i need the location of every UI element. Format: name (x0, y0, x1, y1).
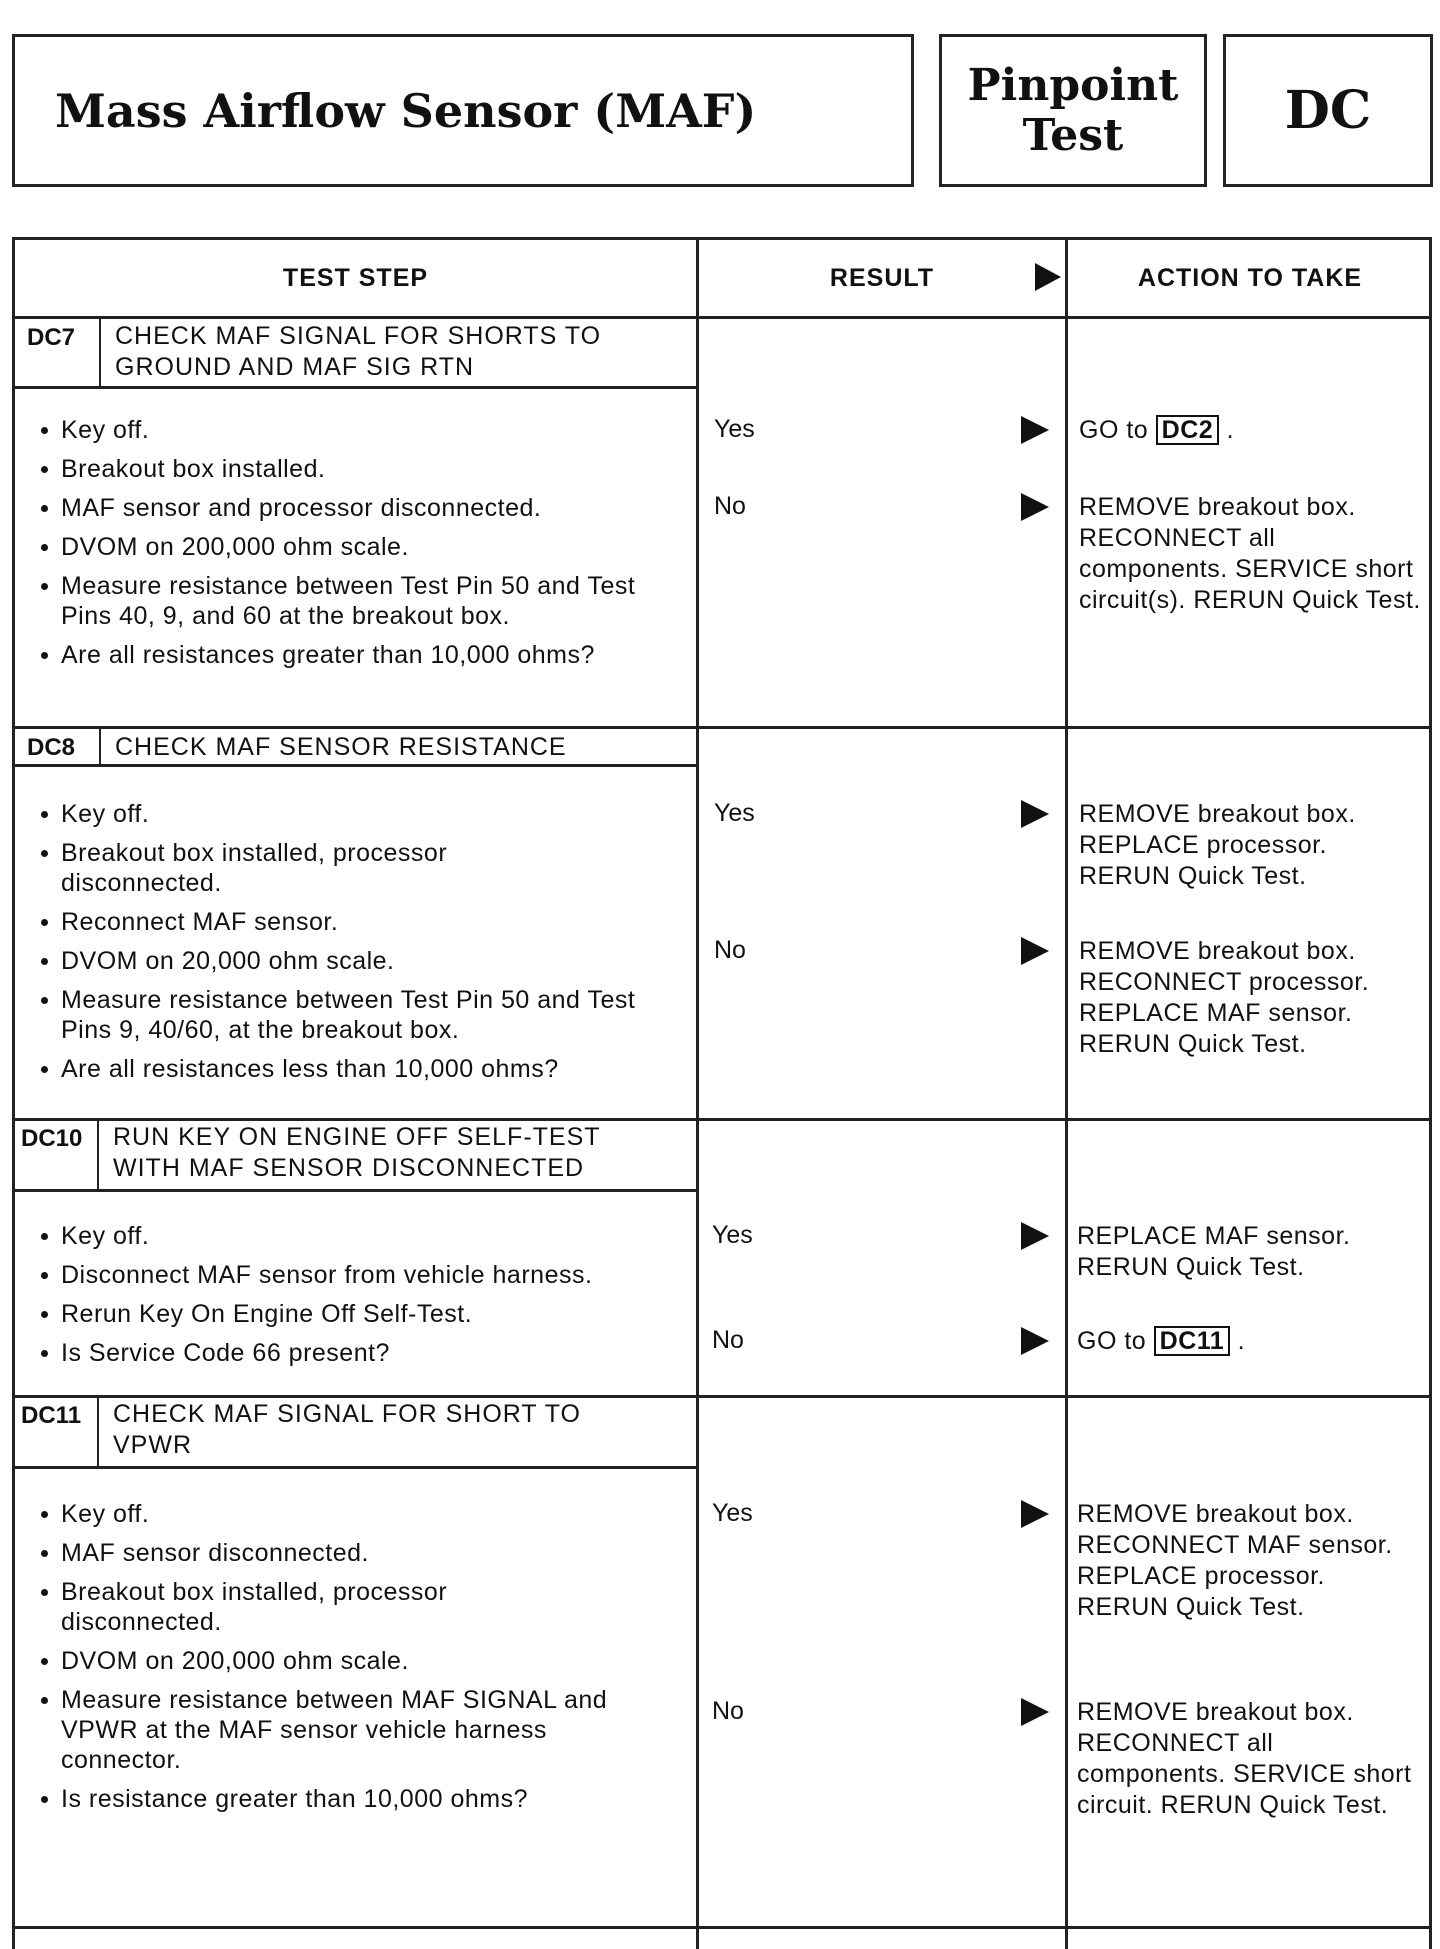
column-header-action: ACTION TO TAKE (1137, 263, 1363, 292)
step-title-line: CHECK MAF SENSOR RESISTANCE (115, 733, 567, 761)
arrow-icon (1021, 800, 1049, 828)
column-header-test-step: TEST STEP (282, 263, 429, 292)
arrow-icon (1021, 937, 1049, 965)
goto-step-link[interactable]: DC2 (1156, 415, 1220, 445)
step-id: DC10 (21, 1125, 83, 1152)
action-yes (1079, 415, 1424, 446)
arrow-icon (1021, 1222, 1049, 1250)
instruction-item: Are all resistances less than 10,000 ohms? (37, 1054, 687, 1084)
step-title-rule (15, 1189, 696, 1192)
step-rule (15, 1118, 1432, 1121)
instruction-item: Are all resistances greater than 10,000 ohms? (37, 640, 621, 670)
action-text: . (1237, 1327, 1246, 1355)
instruction-item: Is resistance greater than 10,000 ohms? (37, 1784, 687, 1814)
result-yes: Yes (714, 799, 755, 827)
step-id: DC8 (27, 734, 76, 761)
step-title-line: GROUND AND MAF SIG RTN (115, 353, 475, 381)
step-title (115, 732, 567, 763)
table-bottom-rule (15, 1926, 1432, 1929)
step-title-line: WITH MAF SENSOR DISCONNECTED (113, 1154, 585, 1182)
step-title-line: VPWR (113, 1431, 192, 1459)
action-no (1077, 1326, 1422, 1357)
instruction-item: Breakout box installed. (37, 454, 687, 484)
instruction-item: Measure resistance between Test Pin 50 and Test Pins 40, 9, and 60 at the breakout box. (37, 571, 671, 631)
pinpoint-line-1: Pinpoint (967, 59, 1179, 111)
step-title-rule (15, 386, 696, 389)
step-id: DC11 (21, 1402, 82, 1429)
instruction-item: Key off. (37, 415, 687, 445)
action-yes: REPLACE MAF sensor. RERUN Quick Test. (1077, 1222, 1351, 1281)
instruction-item: Key off. (37, 799, 687, 829)
step-title-rule (15, 1466, 696, 1469)
step-instructions (37, 1499, 687, 1823)
result-no: No (712, 1326, 744, 1354)
step-id-divider (97, 1118, 99, 1192)
action-text: GO to (1077, 1327, 1147, 1355)
goto-step-link[interactable]: DC11 (1154, 1326, 1231, 1356)
action-no: REMOVE breakout box. RECONNECT all components. SERVICE short circuit(s). RERUN Quick Test. (1079, 493, 1421, 614)
column-divider (1065, 240, 1068, 1949)
instruction-item: Key off. (37, 1499, 687, 1529)
arrow-icon (1021, 493, 1049, 521)
step-title-line: RUN KEY ON ENGINE OFF SELF-TEST (113, 1123, 601, 1151)
action-yes: REMOVE breakout box. REPLACE processor. RERUN Quick Test. (1079, 800, 1356, 890)
header-arrow-icon (1035, 263, 1061, 291)
action-text: GO to (1079, 416, 1149, 444)
column-divider (696, 240, 699, 1949)
step-id-divider (97, 1395, 99, 1469)
instruction-item: Breakout box installed, processor disconnected. (37, 838, 501, 898)
step-id-divider (99, 726, 101, 767)
instruction-item: Rerun Key On Engine Off Self-Test. (37, 1299, 687, 1329)
pinpoint-test-label (939, 34, 1207, 187)
step-rule (15, 1395, 1432, 1398)
result-yes: Yes (712, 1221, 753, 1249)
arrow-icon (1021, 1500, 1049, 1528)
step-title-line: CHECK MAF SIGNAL FOR SHORT TO (113, 1400, 581, 1428)
step-title-rule (15, 764, 696, 767)
result-yes: Yes (712, 1499, 753, 1527)
result-no: No (712, 1697, 744, 1725)
step-id: DC7 (27, 324, 76, 351)
instruction-item: Measure resistance between Test Pin 50 and Test Pins 9, 40/60, at the breakout box. (37, 985, 671, 1045)
instruction-item: DVOM on 200,000 ohm scale. (37, 532, 687, 562)
step-title (113, 1399, 581, 1461)
column-header-result: RESULT (829, 263, 935, 292)
arrow-icon (1021, 1698, 1049, 1726)
step-id-divider (99, 316, 101, 389)
instruction-item: Reconnect MAF sensor. (37, 907, 687, 937)
pinpoint-test-table (12, 237, 1432, 1949)
instruction-item: Is Service Code 66 present? (37, 1338, 687, 1368)
arrow-icon (1021, 416, 1049, 444)
result-yes: Yes (714, 415, 755, 443)
action-yes: REMOVE breakout box. RECONNECT MAF sensor. REPLACE processor. RERUN Quick Test. (1077, 1500, 1393, 1621)
step-rule (15, 726, 1432, 729)
step-instructions (37, 415, 687, 679)
instruction-item: DVOM on 200,000 ohm scale. (37, 1646, 687, 1676)
step-title (113, 1122, 601, 1184)
instruction-item: MAF sensor disconnected. (37, 1538, 687, 1568)
instruction-item: Key off. (37, 1221, 687, 1251)
pinpoint-line-2: Test (1022, 109, 1124, 161)
arrow-icon (1021, 1327, 1049, 1355)
result-no: No (714, 492, 746, 520)
instruction-item: Measure resistance between MAF SIGNAL and VPWR at the MAF sensor vehicle harness connector. (37, 1685, 651, 1775)
page-title: Mass Airflow Sensor (MAF) (12, 34, 914, 187)
instruction-item: Disconnect MAF sensor from vehicle harness. (37, 1260, 687, 1290)
action-no: REMOVE breakout box. RECONNECT processor. REPLACE MAF sensor. RERUN Quick Test. (1079, 937, 1370, 1058)
test-code: DC (1223, 34, 1433, 187)
header-rule (15, 316, 1432, 319)
instruction-item: DVOM on 20,000 ohm scale. (37, 946, 687, 976)
action-no: REMOVE breakout box. RECONNECT all components. SERVICE short circuit. RERUN Quick Test. (1077, 1698, 1412, 1819)
action-text: . (1226, 416, 1235, 444)
step-instructions (37, 1221, 687, 1377)
step-instructions (37, 799, 687, 1093)
step-title-line: CHECK MAF SIGNAL FOR SHORTS TO (115, 322, 602, 350)
result-no: No (714, 936, 746, 964)
step-title (115, 321, 601, 383)
instruction-item: MAF sensor and processor disconnected. (37, 493, 687, 523)
instruction-item: Breakout box installed, processor disconnected. (37, 1577, 501, 1637)
